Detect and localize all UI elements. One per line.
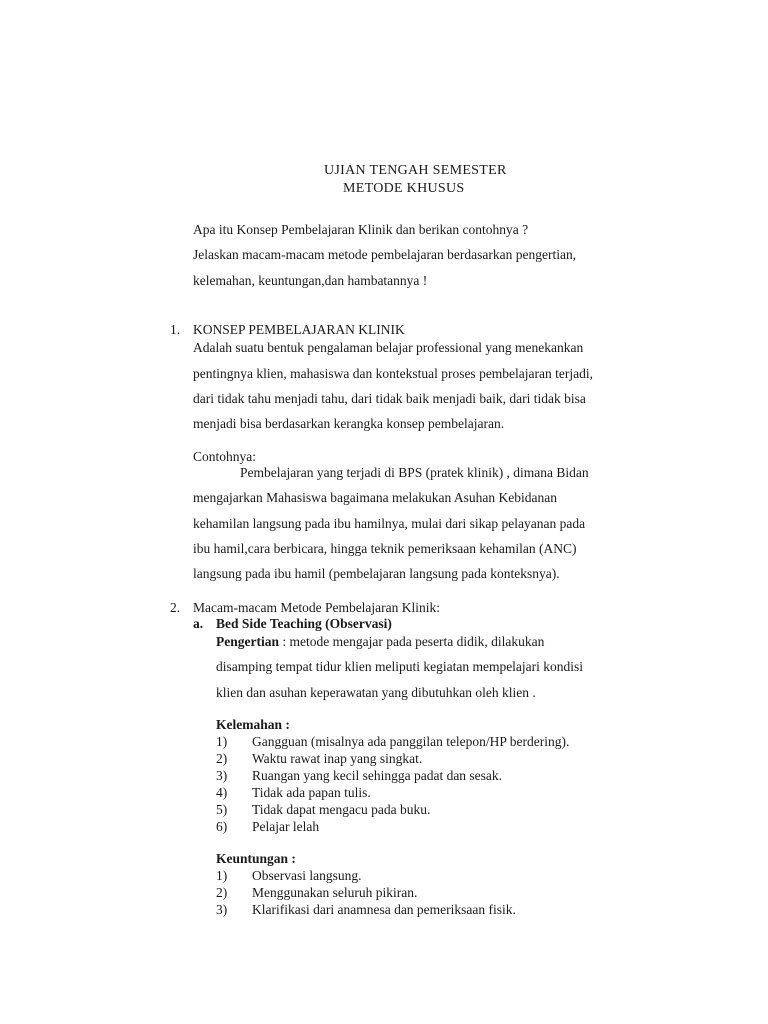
list-text: Gangguan (misalnya ada panggilan telepon/HP berdering). <box>252 734 570 749</box>
definition-line: Adalah suatu bentuk pengalaman belajar professional yang menekankan <box>193 340 584 355</box>
pengertian-line: disamping tempat tidur klien meliputi kegiatan mempelajari kondisi <box>216 659 584 674</box>
definition-line: menjadi bisa berdasarkan kerangka konsep pembelajaran. <box>193 416 505 431</box>
list-number: 2) <box>216 751 228 766</box>
list-text: Klarifikasi dari anamnesa dan pemeriksaan fisik. <box>252 902 516 917</box>
example-line: Pembelajaran yang terjadi di BPS (pratek klinik) , dimana Bidan <box>240 465 589 480</box>
list-number: 4) <box>216 785 228 800</box>
page-title-line1: UJIAN TENGAH SEMESTER <box>324 163 507 178</box>
pengertian-text: : metode mengajar pada peserta didik, dilakukan <box>279 634 545 649</box>
keuntungan-label: Keuntungan : <box>216 851 296 866</box>
section-number: 1. <box>170 322 181 337</box>
example-line: ibu hamil,cara berbicara, hingga teknik pemeriksaan kehamilan (ANC) <box>193 541 577 556</box>
kelemahan-label: Kelemahan : <box>216 717 290 732</box>
list-text: Waktu rawat inap yang singkat. <box>252 751 423 766</box>
subsection-title: Bed Side Teaching (Observasi) <box>216 616 392 631</box>
list-number: 1) <box>216 868 228 883</box>
example-line: kehamilan langsung pada ibu hamilnya, mulai dari sikap pelayanan pada <box>193 516 586 531</box>
example-line: mengajarkan Mahasiswa bagaimana melakukan Asuhan Kebidanan <box>193 490 557 505</box>
subsection-letter: a. <box>193 616 204 631</box>
definition-line: pentingnya klien, mahasiswa dan kontekstual proses pembelajaran terjadi, <box>193 366 594 381</box>
list-number: 3) <box>216 902 228 917</box>
pengertian-line: klien dan asuhan keperawatan yang dibutuhkan oleh klien . <box>216 685 536 700</box>
list-number: 6) <box>216 819 228 834</box>
pengertian-line <box>216 634 544 650</box>
list-number: 5) <box>216 802 228 817</box>
question-line: Apa itu Konsep Pembelajaran Klinik dan berikan contohnya ? <box>193 222 529 237</box>
example-label: Contohnya: <box>193 449 256 464</box>
list-text: Menggunakan seluruh pikiran. <box>252 885 418 900</box>
list-text: Tidak dapat mengacu pada buku. <box>252 802 431 817</box>
pengertian-label: Pengertian <box>216 634 279 649</box>
question-line: kelemahan, keuntungan,dan hambatannya ! <box>193 273 428 288</box>
definition-line: dari tidak tahu menjadi tahu, dari tidak baik menjadi baik, dari tidak bisa <box>193 391 586 406</box>
section-number: 2. <box>170 600 181 615</box>
section-heading: Macam-macam Metode Pembelajaran Klinik: <box>193 600 441 615</box>
list-text: Ruangan yang kecil sehingga padat dan sesak. <box>252 768 503 783</box>
list-text: Tidak ada papan tulis. <box>252 785 371 800</box>
list-text: Pelajar lelah <box>252 819 320 834</box>
page-title-line2: METODE KHUSUS <box>343 181 465 196</box>
list-number: 2) <box>216 885 228 900</box>
list-number: 1) <box>216 734 228 749</box>
list-number: 3) <box>216 768 228 783</box>
list-text: Observasi langsung. <box>252 868 362 883</box>
question-line: Jelaskan macam-macam metode pembelajaran berdasarkan pengertian, <box>193 247 577 262</box>
example-line: langsung pada ibu hamil (pembelajaran langsung pada konteksnya). <box>193 566 560 581</box>
section-heading: KONSEP PEMBELAJARAN KLINIK <box>193 322 405 337</box>
